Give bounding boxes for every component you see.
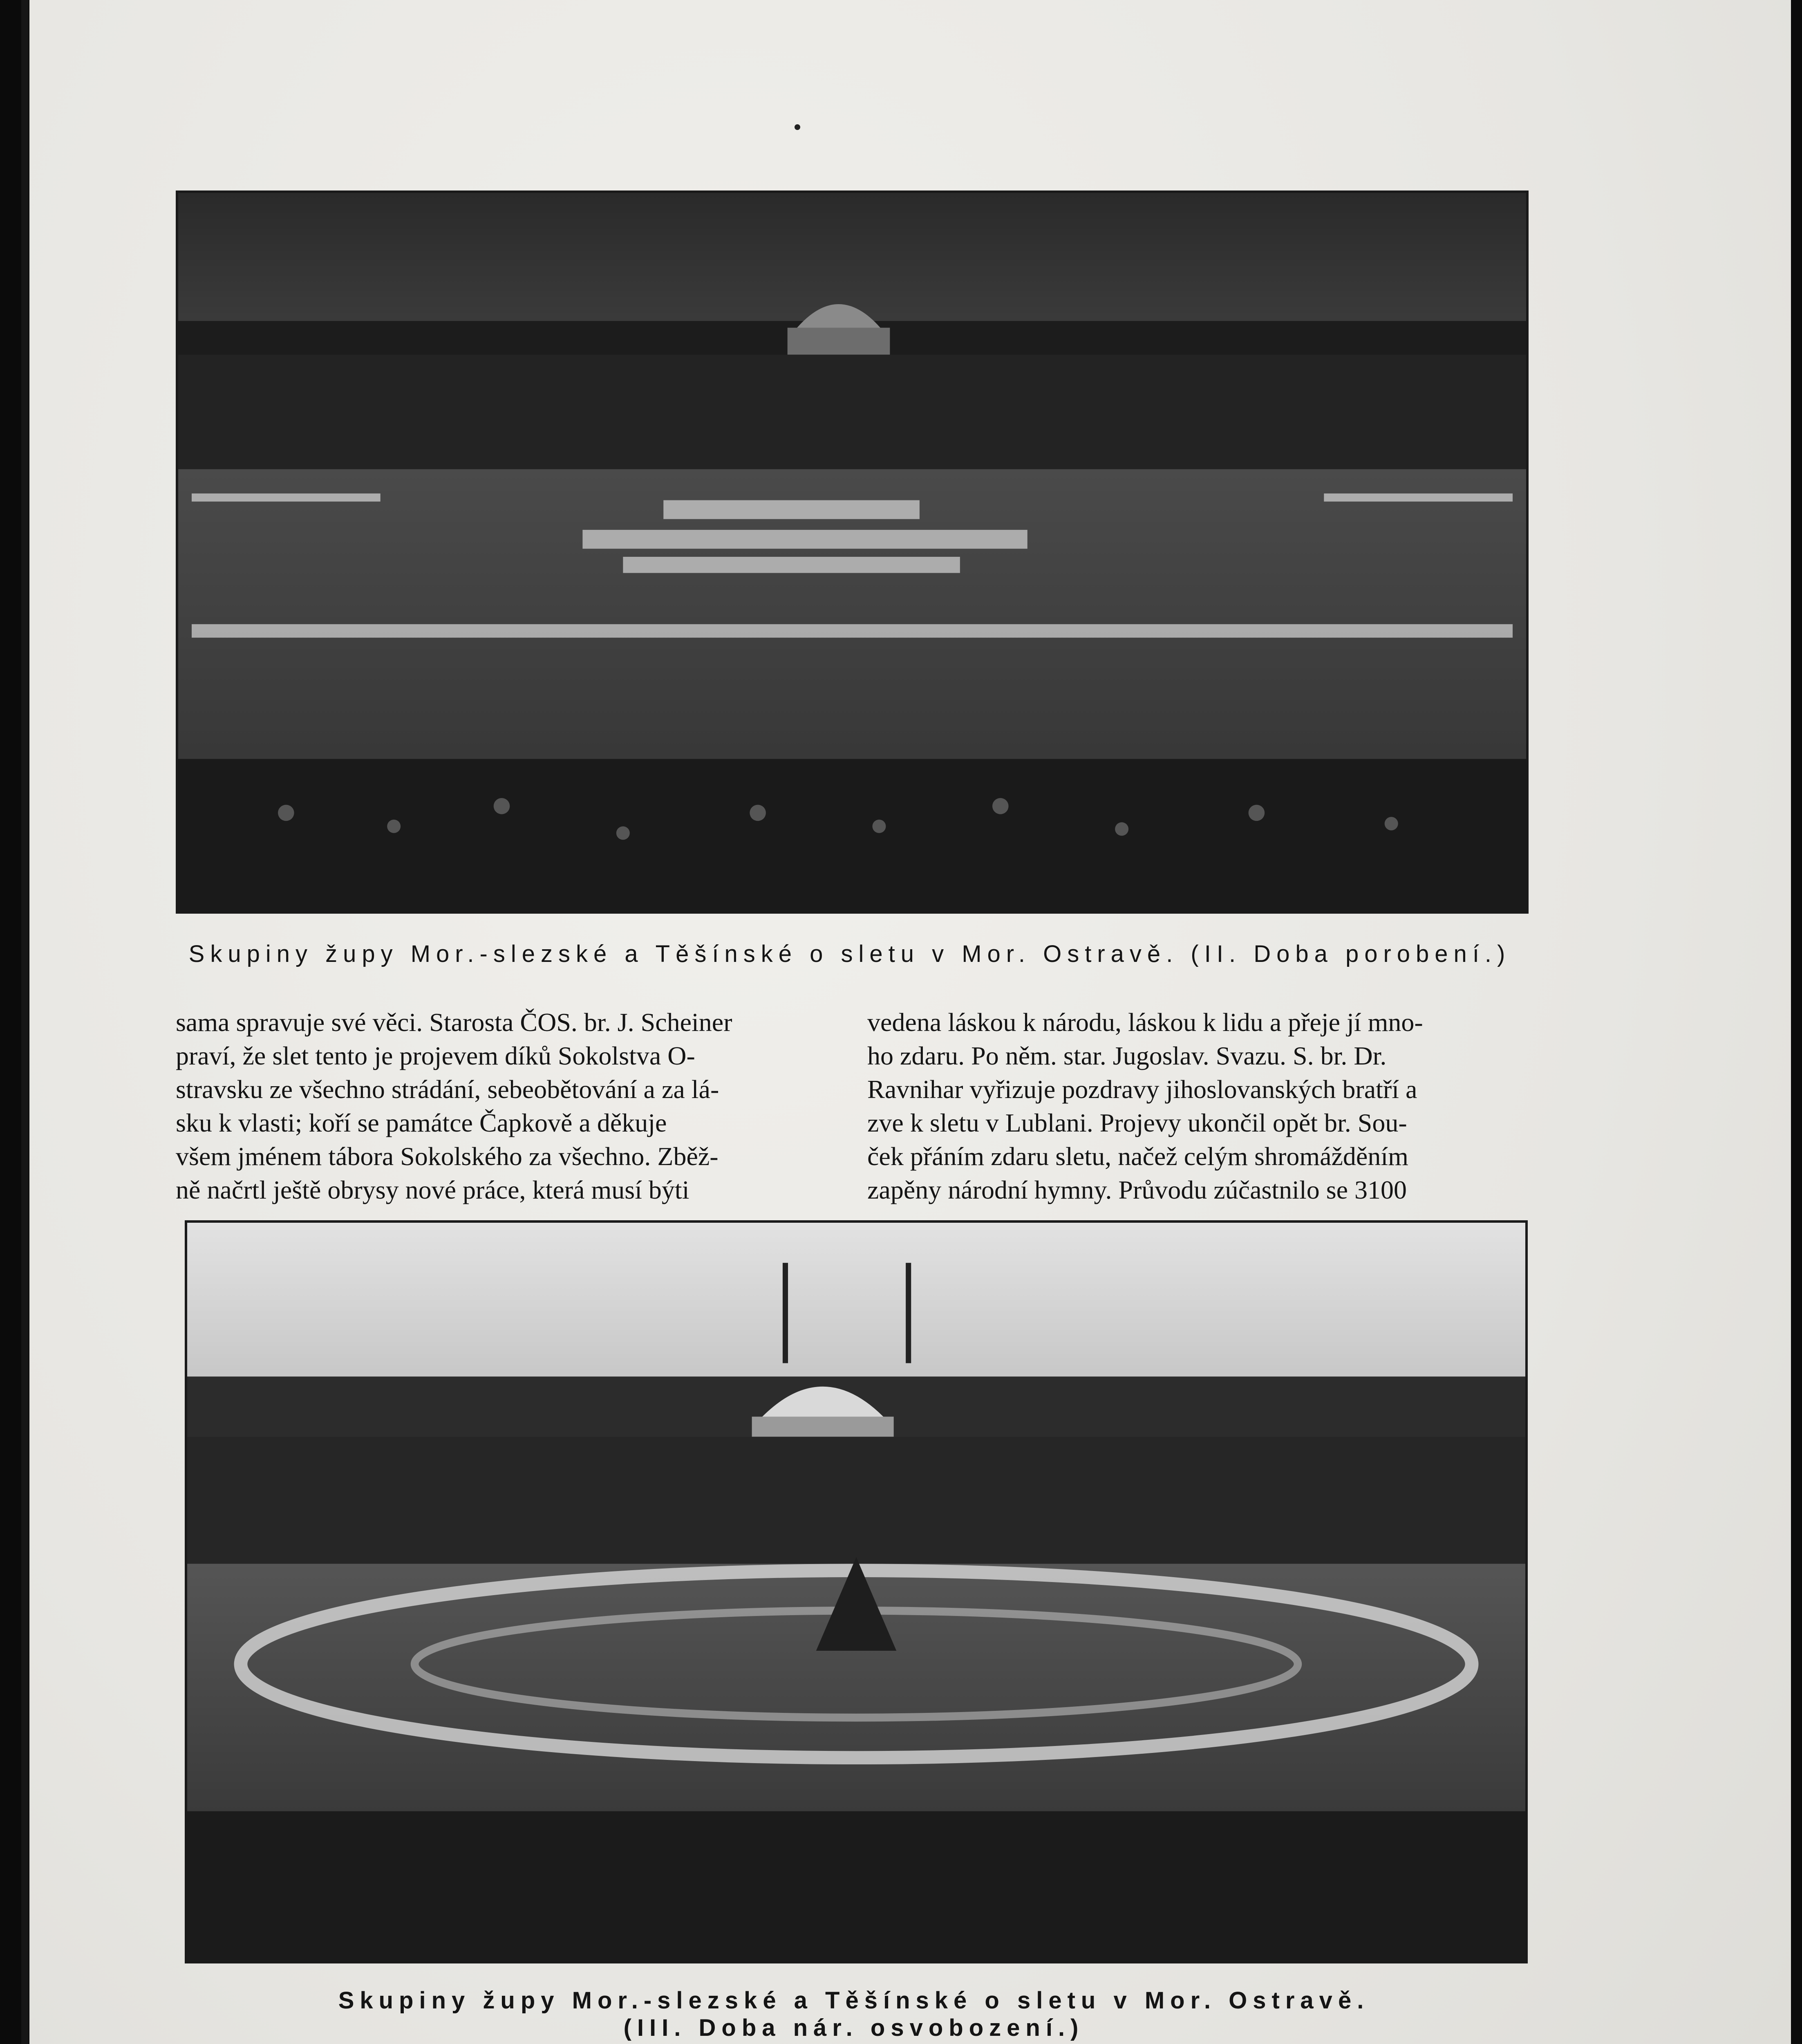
photo-stadium-formation-1 [176, 191, 1529, 914]
text-line: ho zdaru. Po něm. star. Jugoslav. Svazu. S. br. Dr. [867, 1041, 1387, 1070]
text-column-right [867, 1006, 1546, 1207]
text-line: praví, že slet tento je projevem díků Sokolstva O- [176, 1041, 695, 1070]
text-line: Ravnihar vyřizuje pozdravy jihoslovanských bratří a [867, 1075, 1417, 1104]
text-column-left [176, 1006, 842, 1207]
text-line: zapěny národní hymny. Průvodu zúčastnilo se 3100 [867, 1175, 1407, 1204]
print-speck [795, 124, 800, 130]
photo-stadium-formation-2 [185, 1220, 1528, 1963]
document-page [29, 0, 1791, 2044]
text-line: všem jménem tábora Sokolského za všechno. Zběž- [176, 1142, 719, 1171]
text-line: ně načrtl ještě obrysy nové práce, která musí býti [176, 1175, 689, 1204]
photo-2-caption-line-2: (III. Doba nár. osvobození.) [623, 2015, 1084, 2041]
text-line: sku k vlasti; koří se památce Čapkově a děkuje [176, 1108, 667, 1137]
photo-2-image [187, 1223, 1525, 1961]
photo-1-image [178, 193, 1526, 911]
text-line: stravsku ze všechno strádání, sebeobětování a za lá- [176, 1075, 719, 1104]
text-line: vedena láskou k národu, láskou k lidu a přeje jí mno- [867, 1008, 1423, 1037]
photo-1-caption: Skupiny župy Mor.-slezské a Těšínské o sletu v Mor. Ostravě. (II. Doba porobení.) [188, 941, 1511, 967]
text-line: ček přáním zdaru sletu, načež celým shromážděním [867, 1142, 1408, 1171]
photo-2-caption-line-1: Skupiny župy Mor.-slezské a Těšínské o sletu v Mor. Ostravě. [338, 1987, 1370, 2014]
text-line: zve k sletu v Lublani. Projevy ukončil opět br. Sou- [867, 1108, 1407, 1137]
binding-edge [21, 0, 29, 2044]
text-line: sama spravuje své věci. Starosta ČOS. br. J. Scheiner [176, 1008, 732, 1037]
photo-2-caption [185, 1987, 1523, 2042]
